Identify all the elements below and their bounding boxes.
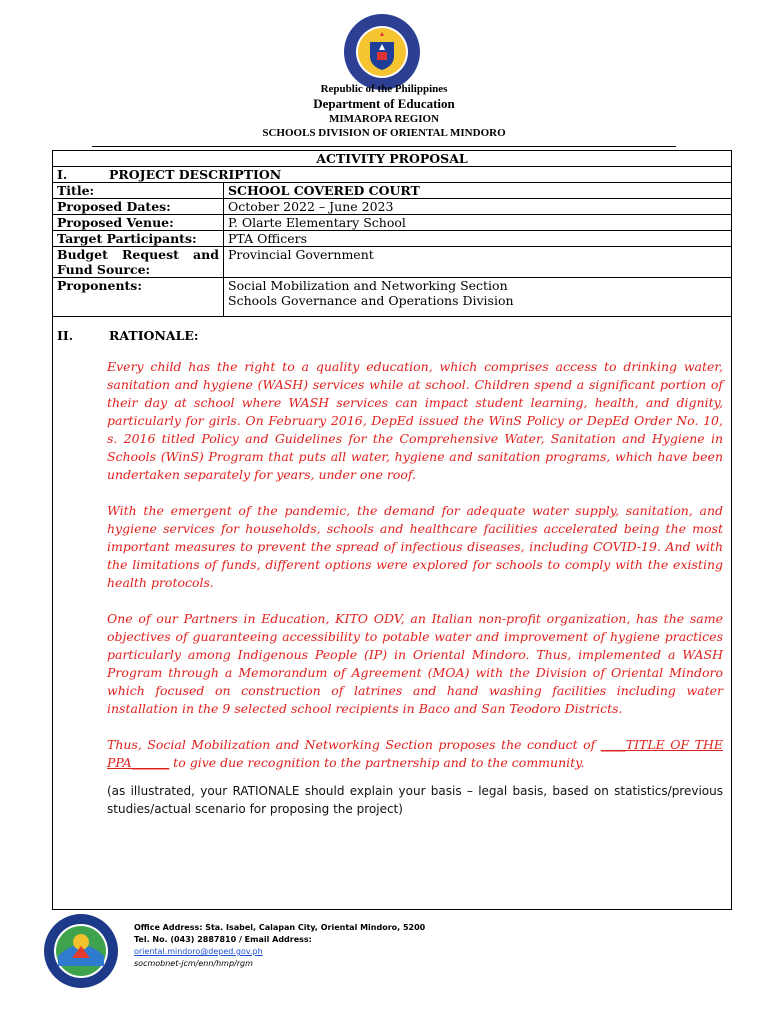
section-project-description (53, 167, 732, 183)
ppa-title-blank: ____TITLE OF THE PPA______ (107, 737, 723, 770)
rationale-paragraph (107, 736, 723, 772)
office-address: Office Address: Sta. Isabel, Calapan City, Oriental Mindoro, 5200 (134, 923, 426, 932)
section-number: I. (57, 167, 68, 182)
republic-line: Republic of the Philippines (320, 83, 448, 95)
form-title: ACTIVITY PROPOSAL (53, 151, 732, 167)
instruction-note: (as illustrated, your RATIONALE should explain your basis – legal basis, based on statistics/previous studies/actual scenario for proposing the project) (107, 784, 723, 816)
section-label: PROJECT DESCRIPTION (109, 167, 282, 182)
proponent-line: Schools Governance and Operations Division (228, 293, 514, 308)
row-label: Target Participants: (53, 231, 224, 247)
row-value: SCHOOL COVERED COURT (224, 183, 732, 199)
table-row (53, 278, 732, 317)
proposal-text: Thus, Social Mobilization and Networking Section proposes the conduct of (107, 737, 601, 752)
proponent-line: Social Mobilization and Networking Section (228, 278, 508, 293)
deped-seal-icon (342, 12, 422, 92)
row-label: Proposed Dates: (53, 199, 224, 215)
footer-contact (134, 922, 425, 970)
table-row (53, 199, 732, 215)
proposal-table (52, 150, 732, 317)
row-label: Proponents: (53, 278, 224, 317)
section-rationale (57, 328, 199, 343)
row-value: PTA Officers (224, 231, 732, 247)
row-label: Proposed Venue: (53, 215, 224, 231)
table-row (53, 215, 732, 231)
row-value: Provincial Government (224, 247, 732, 278)
rationale-paragraph: Every child has the right to a quality education, which comprises access to drinking water, sanitation and hygiene (WASH) services while at school. Children spend a significant portion of their day at school where WASH services can impact student learning, health, and dignity, particularly for girls. On February 2016, DepEd issued the WinS Policy or DepEd Order No. 10, s. 2016 titled Policy and Guidelines for the Comprehensive Water, Sanitation and Hygiene in Schools (WinS) Program that puts all water, hygiene and sanitation programs, which have been undertaken separately for years, under one roof. (107, 359, 723, 482)
row-value (224, 278, 732, 317)
section-number: II. (57, 328, 74, 343)
region-line: MIMAROPA REGION (328, 113, 440, 125)
row-value: October 2022 – June 2023 (224, 199, 732, 215)
division-line: SCHOOLS DIVISION OF ORIENTAL MINDORO (262, 127, 506, 139)
table-row (53, 183, 732, 199)
row-label: Budget Request and Fund Source: (53, 247, 224, 278)
department-line: Department of Education (313, 96, 455, 111)
rationale-paragraph: One of our Partners in Education, KITO ODV, an Italian non-profit organization, has the same objectives of guaranteeing accessibility to potable water and improvement of hygiene practices particularly among Indigenous People (IP) in Oriental Mindoro. Thus, implemented a WASH Program through a Memorandum of Agreement (MOA) with the Division of Oriental Mindoro which focused on construction of latrines and hand washing facilities including water installation in the 9 selected school recipients in Baco and San Teodoro Districts. (107, 611, 723, 716)
table-row (53, 231, 732, 247)
document-code: socmobnet-jcm/enn/hmp/rgm (134, 959, 253, 968)
rationale-body (107, 358, 723, 836)
rationale-paragraph: With the emergent of the pandemic, the demand for adequate water supply, sanitation, and hygiene services for households, schools and healthcare facilities accelerated being the most important measures to prevent the spread of infectious diseases, including COVID-19. And with the limitations of funds, different options were explored for schools to comply with the existing health protocols. (107, 503, 723, 590)
division-logo-icon (42, 912, 120, 990)
row-label: Title: (53, 183, 224, 199)
proposal-text: to give due recognition to the partnership and to the community. (169, 755, 585, 770)
email-link[interactable]: oriental.mindoro@deped.gov.ph (134, 947, 263, 956)
letterhead (0, 82, 768, 140)
table-row (53, 247, 732, 278)
header-divider (92, 146, 676, 147)
section-label: RATIONALE: (109, 328, 199, 343)
row-value: P. Olarte Elementary School (224, 215, 732, 231)
telephone: Tel. No. (043) 2887810 / Email Address: (134, 935, 312, 944)
